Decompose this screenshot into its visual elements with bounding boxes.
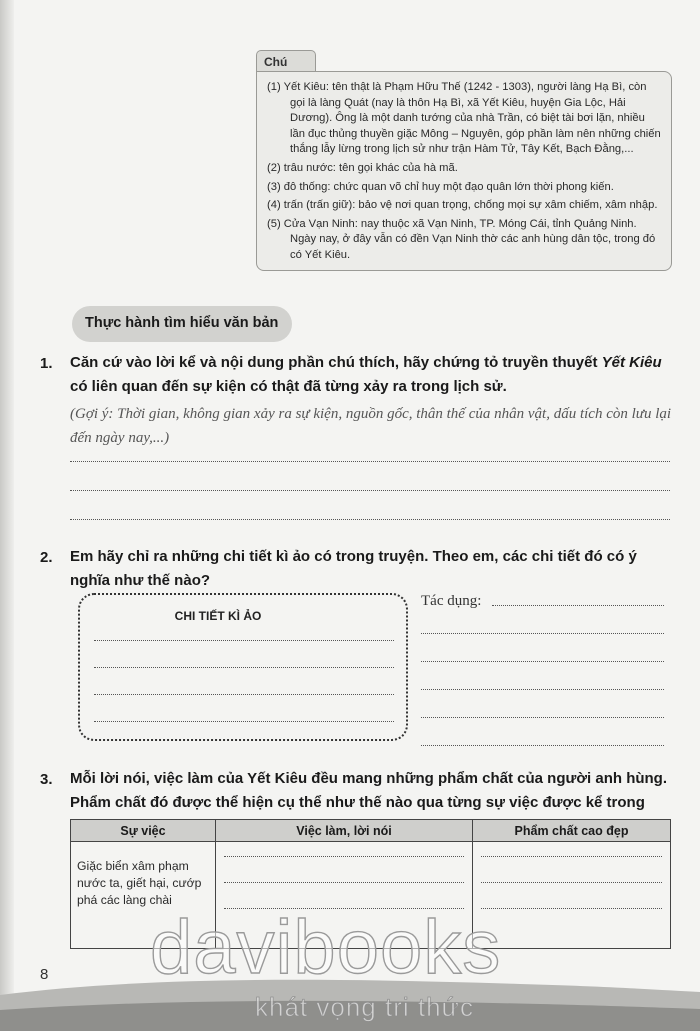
notes-box [256,71,672,271]
question-1-number: 1. [40,355,53,372]
watermark-logo: davibooks [150,905,502,990]
watermark-slogan: khát vọng tri thức [255,992,474,1022]
table-header: Việc làm, lời nói [216,820,473,842]
effect-label: Tác dụng: [421,593,482,609]
answer-line[interactable] [70,519,670,520]
answer-line[interactable] [481,908,662,909]
page-number: 8 [40,966,49,983]
effect-line[interactable] [421,689,664,690]
answer-line[interactable] [70,461,670,462]
effect-line[interactable] [421,717,664,718]
qualities-cell[interactable] [473,842,671,949]
note-item: (4) trấn (trấn giữ): bảo vệ nơi quan trọng, chống mọi sự xâm chiếm, xâm nhập. [267,199,658,212]
question-1-text [70,351,675,399]
fantasy-detail-line[interactable] [94,640,394,641]
question-1-story-title: Yết Kiêu [601,354,662,371]
question-2-number: 2. [40,549,53,566]
answer-line[interactable] [481,882,662,883]
fantasy-detail-line[interactable] [94,721,394,722]
question-1-text-part: Căn cứ vào lời kể và nội dung phần chú thích, hãy chứng tỏ truyền thuyết [70,354,602,371]
table-header-row [71,820,671,842]
table-header: Sự việc [71,820,216,842]
section-title: Thực hành tìm hiểu văn bản [72,306,292,342]
answer-line[interactable] [224,882,464,883]
fantasy-detail-line[interactable] [94,667,394,668]
note-item: (5) Cửa Vạn Ninh: nay thuộc xã Vạn Ninh, TP. Móng Cái, tỉnh Quảng Ninh. Ngày nay, ở đây vẫn có đền Vạn Ninh thờ các anh hùng dân tộc, trong đó có Yết Kiêu. [267,217,656,261]
question-3-text: Mỗi lời nói, việc làm của Yết Kiêu đều mang những phẩm chất của người anh hùng. Phẩm chất đó được thể hiện cụ thể như thế nào qua từng sự việc được kể trong [70,770,668,811]
question-1-text-part: có liên quan đến sự kiện có thật đã từng xảy ra trong lịch sử. [70,378,507,395]
effect-line[interactable] [421,661,664,662]
notes-tab-title: Chú [256,50,316,72]
effect-line[interactable] [421,745,664,746]
question-2-text: Em hãy chỉ ra những chi tiết kì ảo có trong truyện. Theo em, các chi tiết đó có ý nghĩa như thế nào? [70,548,637,589]
answer-line[interactable] [70,490,670,491]
effect-line[interactable] [492,605,664,606]
page-edge-shadow [0,0,14,1031]
fantasy-details-title: CHI TIẾT KÌ ẢO [174,609,262,623]
question-3-number: 3. [40,771,53,788]
answer-line[interactable] [224,856,464,857]
fantasy-detail-line[interactable] [94,694,394,695]
question-1-hint: (Gợi ý: Thời gian, không gian xảy ra sự kiện, nguồn gốc, thân thế của nhân vật, dấu tích còn lưu lại đến ngày nay,...) [70,406,672,446]
event-cell: Giặc biển xâm phạm nước ta, giết hại, cướp phá các làng chài [71,842,216,949]
note-item: (3) đô thống: chức quan võ chỉ huy một đạo quân lớn thời phong kiến. [267,180,614,193]
note-item: (1) Yết Kiêu: tên thật là Phạm Hữu Thế (1242 - 1303), người làng Hạ Bì, còn gọi là làng Quát (nay là thôn Hạ Bì, xã Yết Kiêu, huyện Gia Lộc, Hải Dương). Ông là một danh tướng của nhà Trần, có biệt tài bơi lặn, nhiều lần đục thủng thuyền giặc Mông – Nguyên, góp phần làm nên những chiến thắng lẫy lừng trong lịch sử như trận Hàm Tử, Tây Kết, Bạch Đằng,... [267,81,661,156]
effect-line[interactable] [421,633,664,634]
answer-line[interactable] [481,856,662,857]
table-header: Phẩm chất cao đẹp [473,820,671,842]
note-item: (2) trâu nước: tên gọi khác của hà mã. [267,161,458,174]
